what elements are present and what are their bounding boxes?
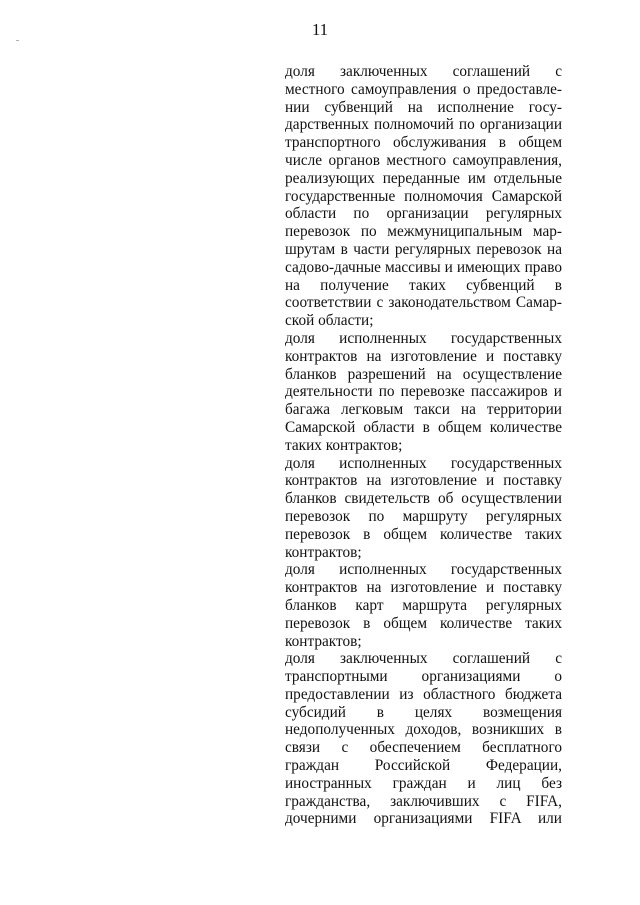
text-line: транспортного обслуживания в общем [285,134,562,152]
text-line: бланков свидетельств об осуществлении [285,490,562,508]
text-line: нии субвенций на исполнение госу- [285,98,562,116]
text-line: числе органов местного самоуправления, [285,151,562,169]
text-line: контрактов на изготовление и поставку [285,472,562,490]
text-line: дарственных полномочий по организации [285,116,562,134]
text-line: дочерними организациями FIFA или [285,810,562,828]
text-line: бланков разрешений на осуществление [285,365,562,383]
text-line: перевозок в общем количестве таких [285,525,562,543]
text-line: доля исполненных государственных [285,454,562,472]
text-line: Самарской области в общем количестве [285,418,562,436]
text-line: связи с обеспечением бесплатного [285,739,562,757]
text-line: предоставлении из областного бюджета [285,685,562,703]
text-line: перевозок по межмуниципальным мар- [285,223,562,241]
text-line: садово-дачные массивы и имеющих право [285,258,562,276]
text-line: транспортными организациями о [285,668,562,686]
text-line: местного самоуправления о предоставле- [285,80,562,98]
text-line: на получение таких субвенций в [285,276,562,294]
text-line: доля исполненных государственных [285,329,562,347]
text-line: недополученных доходов, возникших в [285,721,562,739]
text-line: деятельности по перевозке пассажиров и [285,383,562,401]
text-line: реализующих переданные им отдельные [285,169,562,187]
text-line: багажа легковым такси на территории [285,401,562,419]
body-text-column [285,63,562,828]
text-line: соответствии с законодательством Самар- [285,294,562,312]
text-line: доля заключенных соглашений с [285,63,562,80]
scan-edge-mark [16,40,19,41]
text-line: перевозок по маршруту регулярных [285,507,562,525]
text-line: бланков карт маршрута регулярных [285,596,562,614]
text-line: государственные полномочия Самарской [285,187,562,205]
text-line: гражданства, заключивших с FIFA, [285,792,562,810]
text-line: доля заключенных соглашений с [285,650,562,668]
text-line: контрактов на изготовление и поставку [285,579,562,597]
page-number: 11 [311,20,329,39]
text-line: таких контрактов; [285,436,403,454]
text-line: доля исполненных государственных [285,561,562,579]
text-line: контрактов; [285,632,362,650]
text-line: контрактов на изготовление и поставку [285,347,562,365]
text-line: области по организации регулярных [285,205,562,223]
text-line: шрутам в части регулярных перевозок на [285,240,562,258]
text-line: субсидий в целях возмещения [285,703,562,721]
text-line: перевозок в общем количестве таких [285,614,562,632]
text-line: иностранных граждан и лиц без [285,774,562,792]
text-line: контрактов; [285,543,362,561]
text-line: граждан Российской Федерации, [285,757,562,775]
text-line: ской области; [285,312,374,330]
